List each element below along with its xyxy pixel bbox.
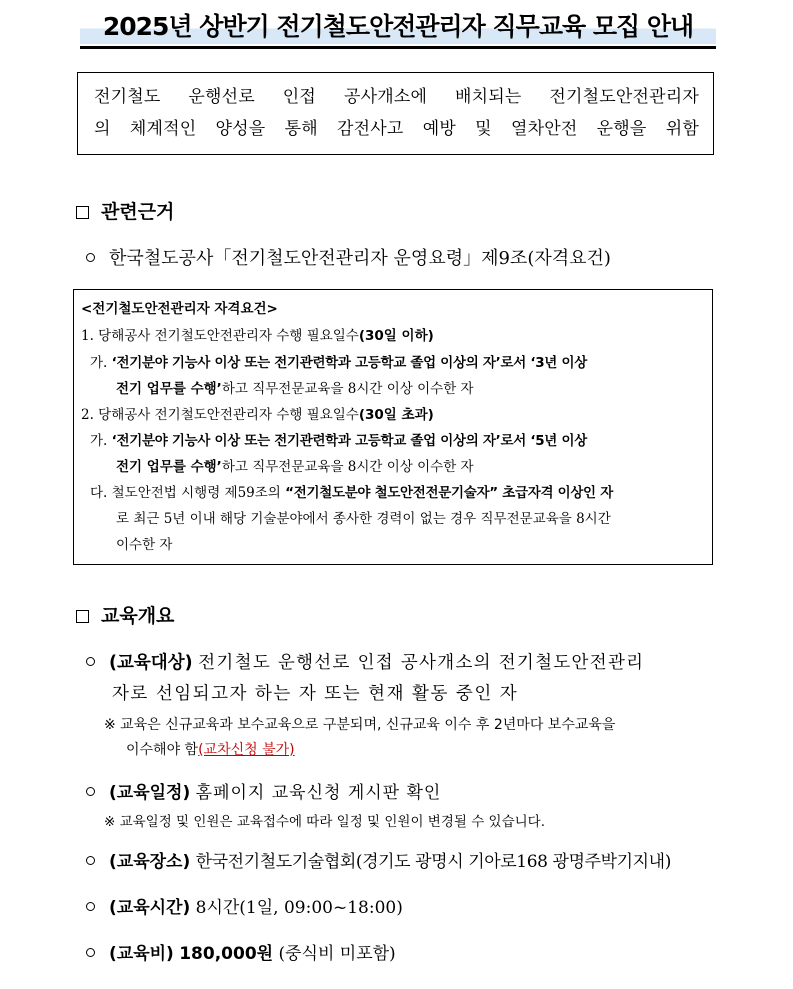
requirement-2a-cont: 전기 업무를 수행’하고 직무전문교육을 8시간 이상 이수한 자 bbox=[116, 459, 474, 475]
circle-bullet-icon bbox=[86, 948, 95, 957]
requirement-2a: 가. ‘전기분야 기능사 이상 또는 전기관련학과 고등학교 졸업 이상의 자’로서 ‘5년 이상 bbox=[90, 433, 587, 449]
section-basis-heading: 관련근거 bbox=[101, 201, 175, 223]
square-bullet-icon bbox=[76, 610, 89, 623]
square-bullet-icon bbox=[76, 206, 89, 219]
purpose-line-2: 의 체계적인 양성을 통해 감전사고 예방 및 열차안전 운행을 위함 bbox=[94, 119, 699, 139]
circle-bullet-icon bbox=[86, 657, 95, 666]
requirements-heading: <전기철도안전관리자 자격요건> bbox=[81, 301, 278, 317]
no-cross-application-note: (교차신청 불가) bbox=[198, 742, 295, 758]
overview-time: (교육시간) 8시간(1일, 09:00~18:00) bbox=[86, 896, 403, 920]
page-title: 2025년 상반기 전기철도안전관리자 직무교육 모집 안내 bbox=[80, 10, 716, 44]
section-overview bbox=[76, 603, 174, 629]
title-banner bbox=[80, 8, 716, 49]
requirement-1: 1. 당해공사 전기철도안전관리자 수행 필요일수(30일 이하) bbox=[81, 328, 434, 344]
requirement-1a: 가. ‘전기분야 기능사 이상 또는 전기관련학과 고등학교 졸업 이상의 자’로서 ‘3년 이상 bbox=[90, 355, 587, 371]
overview-target-note-cont: 이수해야 함(교차신청 불가) bbox=[126, 742, 295, 758]
overview-schedule-note: ※ 교육일정 및 인원은 교육접수에 따라 일정 및 인원이 변경될 수 있습니다. bbox=[104, 814, 545, 830]
circle-bullet-icon bbox=[86, 856, 95, 865]
requirement-2: 2. 당해공사 전기철도안전관리자 수행 필요일수(30일 초과) bbox=[81, 407, 434, 423]
overview-target-note: ※ 교육은 신규교육과 보수교육으로 구분되며, 신규교육 이수 후 2년마다 보수교육을 bbox=[104, 717, 616, 733]
section-basis bbox=[76, 199, 174, 225]
section-overview-heading: 교육개요 bbox=[101, 605, 175, 627]
overview-schedule: (교육일정) 홈페이지 교육신청 게시판 확인 bbox=[86, 781, 441, 805]
purpose-line-1: 전기철도 운행선로 인접 공사개소에 배치되는 전기철도안전관리자 bbox=[94, 87, 699, 107]
overview-fee: (교육비) 180,000원 (중식비 미포함) bbox=[86, 942, 396, 966]
requirements-box bbox=[73, 289, 713, 565]
requirement-1a-cont: 전기 업무를 수행’하고 직무전문교육을 8시간 이상 이수한 자 bbox=[116, 381, 474, 397]
basis-item: 한국철도공사「전기철도안전관리자 운영요령」제9조(자격요건) bbox=[86, 247, 611, 271]
circle-bullet-icon bbox=[86, 902, 95, 911]
overview-place: (교육장소) 한국전기철도기술협회(경기도 광명시 기아로168 광명주박기지내) bbox=[86, 850, 671, 874]
circle-bullet-icon bbox=[86, 787, 95, 796]
requirement-2b: 다. 철도안전법 시행령 제59조의 “전기철도분야 철도안전전문기술자” 초급자격 이상인 자 bbox=[90, 485, 613, 501]
purpose-box bbox=[77, 72, 714, 155]
overview-target-cont: 자로 선임되고자 하는 자 또는 현재 활동 중인 자 bbox=[112, 684, 519, 704]
circle-bullet-icon bbox=[86, 253, 95, 262]
requirement-2b-cont: 로 최근 5년 이내 해당 기술분야에서 종사한 경력이 없는 경우 직무전문교육을 8시간 bbox=[116, 511, 611, 527]
overview-target: (교육대상) 전기철도 운행선로 인접 공사개소의 전기철도안전관리 bbox=[86, 651, 644, 675]
requirement-2b-cont-2: 이수한 자 bbox=[116, 537, 173, 553]
